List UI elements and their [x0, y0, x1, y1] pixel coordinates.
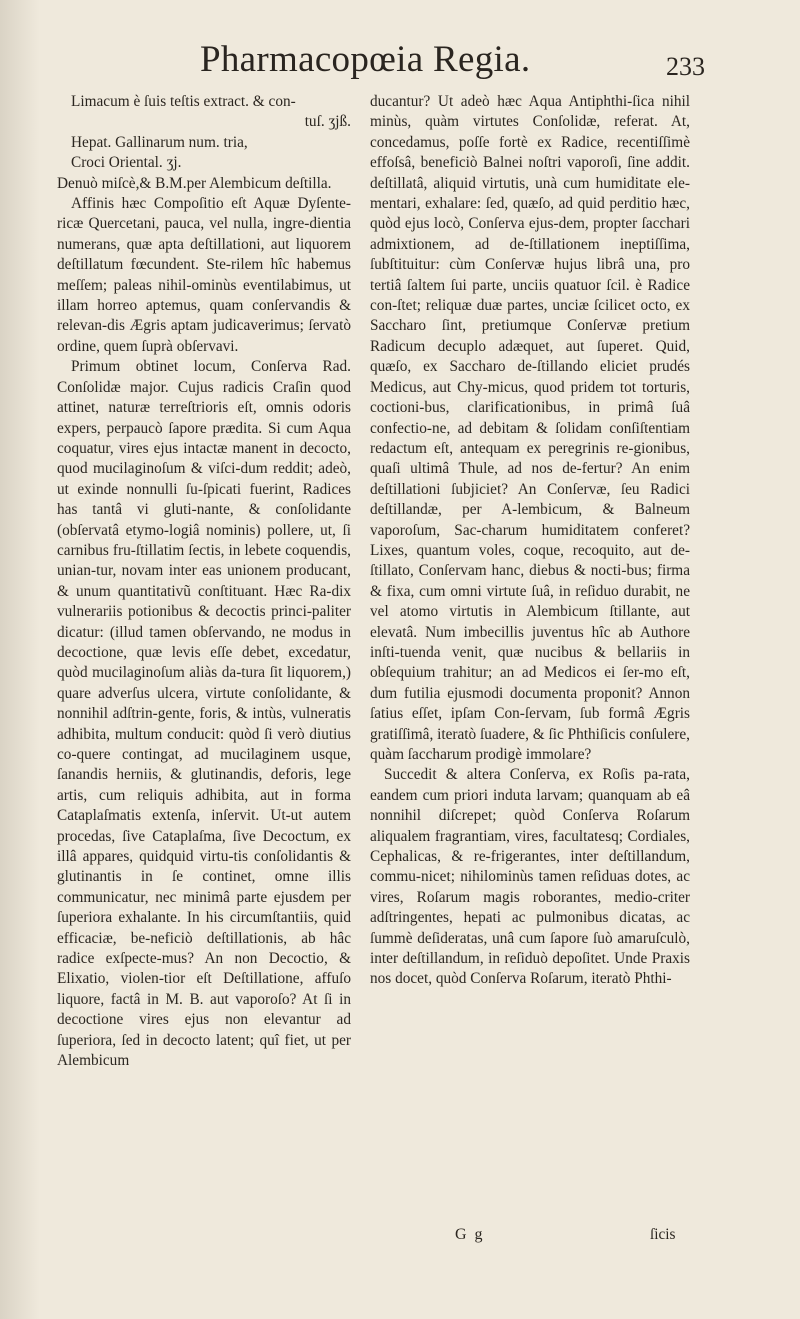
- signature-mark: G g: [455, 1226, 485, 1243]
- paragraph: Hepat. Gallinarum num. tria,: [71, 133, 248, 151]
- paragraph: Limacum è ſuis teſtis extract. & con-: [71, 93, 296, 110]
- paragraph: Croci Oriental. ʒj.: [71, 154, 182, 172]
- paragraph: Primum obtinet locum, Conſerva Rad. Conſolidæ major. Cujus radicis Craſin quod attinet, naturæ terreſtrioris eſt, omnis odoris expers, perpaucò ſapore prædita. Si cum Aqua coquatur, vires ejus intactæ manent in decocto, quod mucilaginoſum & viſci-dum reddit; adeò, ut exinde nonnulli ſu-ſpicati fuerint, Radices has tantâ vi gluti-nante, & conſolidante (obſervatâ etymo-logiâ nominis) pollere, ut, ſi carnibus fru-ſtillatim ſectis, in lebete coquendis, unian-tur, novam inter eas unionem producant, & unum quantitativũ conſtituant. Hæc Ra-dix vulnerariis potionibus & decoctis princi-paliter dicatur: (illud tamen obſervando, ne modus in decoctione, quæ levis eſſe debet, excedatur, quòd mucilaginoſum aliàs da-tura ſit liquorem,) quare adverſus ulcera, virtute conſolidante, & nonnihil adſtrin-gente, foris, & intùs, vulneratis adhibita, multum conducit: quòd ſi verò diutius co-quere contingat, ad mucilaginem usque, ſanandis herniis, & glutinandis, deforis, lege artis, cum reliquis adhibita, aut in forma Cataplaſmatis extenſa, inſervit. Ut-ut autem procedas, ſive Cataplaſma, ſive Decoctum, ex illâ appares, quidquid virtu-tis conſolidantis & glutinantis in ſe continet, omne illis communicatur, nec minimâ parte ejusdem per ſuperiora exhalante. In his circumſtantiis, quid efficaciæ, be-neficiò deſtillationis, ab hâc radice exſpecte-mus? An non Decoctio, & Elixatio, violen-tior eſt Deſtillatione, affuſo liquore, factâ in M. B. aut vaporoſo? At ſi in decoctione vires ejus non elevantur ad ſuperiora, ſed in decocto latent; quî fiet, ut per Alembicum: [57, 358, 351, 1070]
- page-number: 233: [666, 52, 705, 81]
- paragraph: Denuò miſcè,& B.M.per Alembicum deſtilla.: [57, 174, 332, 192]
- paragraph: ducantur? Ut adeò hæc Aqua Antiphthi-ſica nihil minùs, quàm virtutes Conſolidæ, referat. At, concedamus, poſſe fortè ex Radice, recentiſſimè effoſsâ, beneficiò Balnei noſtri vaporoſi, ſine addit. deſtillatâ, aliquid virtutis, unà cum humiditate ele-mentari, exhalare: ſed, quæſo, ad quid perditio hæc, quòd ejus locò, Conſerva ejus-dem, propter ſacchari admixtionem, ad de-ſtillationem ineptiſſima, ſubſtituitur: cùm Conſervæ hujus librâ una, pro tertiâ ſaltem ſui parte, unciis quatuor ſcil. è Radice con-ſtet; reliquæ duæ partes, unciæ ſcilicet octo, ex Saccharo ſint, pretiumque Conſervæ pretium Radicum decuplo adæquet, aut ſuperet. Quid, quæſo, ex Saccharo de-ſtillando eliciet prudés Medicus, aut Chy-micus, quod pridem tot torturis, coctioni-bus, clarificationibus, in primâ ſuâ confectio-ne, ad debitam & ſolidam conſiſtentiam redactum eſt, antequam ex peregrinis re-gionibus, quaſi ultimâ Thule, ad nos de-fertur? An enim deſtillationi ſubjiciet? An Conſervæ, ſeu Radici deſtillandæ, per A-lembicum, & Balneum vaporoſum, Sac-charum humiditatem conferet? Lixes, quantum voles, coque, recoquito, aut de-ſtillato, Conſervam hanc, diebus & nocti-bus; firma & fixa, cum omni virtute ſuâ, in reſiduo durabit, ne vel atomo virtutis in Alembicum ſtillante, aut elevatâ. Num imbecillis juventus hîc ab Authore inſti-tuenda venit, quæ nucibus & bellariis in obſequium trahitur; an ad Medicos ei ſer-mo eſt, dum futilia ejusmodi documenta proponit? Annon ſatius eſſet, ipſam Con-ſervam, ſub formâ Ægris gratiſſimâ, iteratò ſuadere, & ſic Phthiſicis conſulere, quàm ſaccharum prodigè immolare?: [370, 93, 690, 763]
- left-column: [57, 92, 351, 1072]
- right-column: [370, 92, 690, 990]
- paragraph: tuſ. ʒjß.: [304, 113, 351, 131]
- catchword: ſicis: [650, 1226, 676, 1243]
- paragraph: Succedit & altera Conſerva, ex Roſis pa-rata, eandem cum priori induta larvam; quanquam ab eâ nonnihil diſcrepet; quòd Conſerva Roſarum aliqualem fragrantiam, vires, facultatesq; Cordiales, Cephalicas, & re-frigerantes, inter deſtillandum, commu-nicet; nihilominùs tamen reſiduas dotes, ac vires, Roſarum magis roborantes, medio-criter adſtringentes, hepati ac pulmonibus dicatas, ac ſummè deſideratas, unâ cum ſapore ſuò amaruſculò, inter deſtillandum, in reſiduò depoſitet. Unde Praxis nos docet, quòd Conſerva Roſarum, iteratò Phthi-: [370, 766, 690, 988]
- running-head-title: Pharmacopœia Regia.: [200, 39, 531, 80]
- paragraph: Affinis hæc Compoſitio eſt Aquæ Dyſente-ricæ Quercetani, pauca, vel nulla, ingre-dientia numerans, quæ apta deſtillationi, aut liquorem deſtillatum fœcundent. Ste-rilem hîc habemus meſſem; paleas nihil-ominùs eventilabimus, ut illam horreo aptemus, quam conſervandis & relevan-dis Ægris aptam judicaverimus; ſervatò ordine, quem ſuprà obſervavi.: [57, 195, 351, 355]
- gutter-shadow: [0, 0, 40, 1319]
